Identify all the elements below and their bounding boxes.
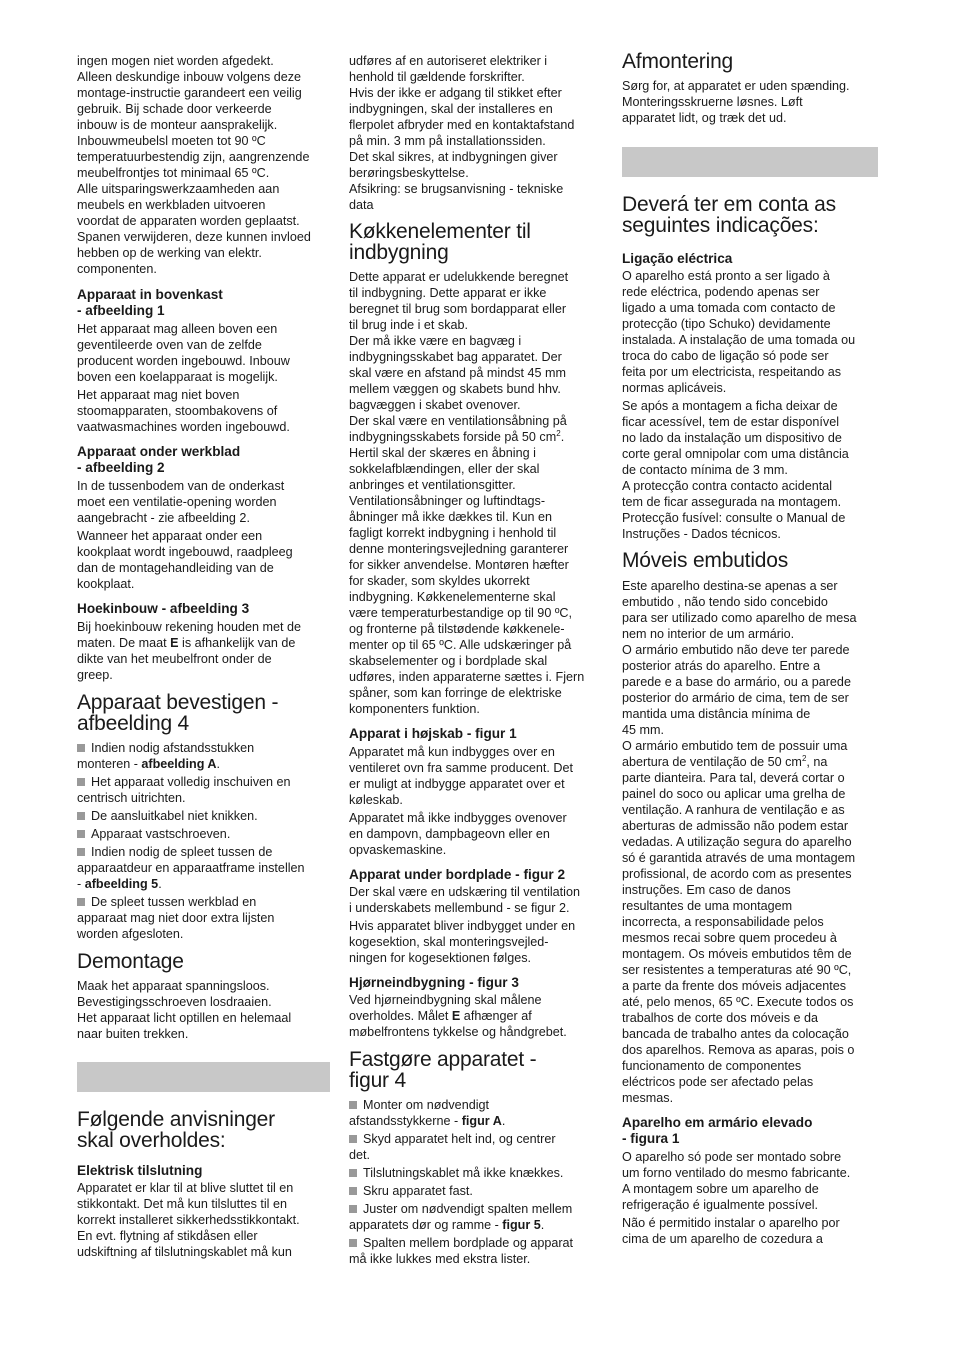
list-item: Indien nodig de spleet tussen de apparaatdeur en apparaatframe instellen - afbeelding 5. xyxy=(77,845,305,891)
bullet-square-icon xyxy=(77,848,85,856)
heading-folgende: Følgende anvisninger skal overholdes: xyxy=(77,1108,275,1152)
column-1 xyxy=(77,53,330,1260)
paragraph: Este aparelho destina-se apenas a ser embutido , não tendo sido concebido para ser utilizado como aparelho de mesa nem no interior de um armário. O armário embutido não deve ter parede posterior atrás do aparelho. Entre a parede e a base do armário, ou a parede posterior do armário de cima, tem de ser mantida uma distância mínima de 45 mm. O armário embutido tem de possuir uma abertura de ventilação de 50 $cm^2$, na parte dianteira. Para tal, deverá cortar o painel do soco ou aplicar uma grelha de ventilação. A ranhura de ventilação e as aberturas de admissão não podem estar vedadas. A utilização segura do aparelho só é garantida através de uma montagem profissional, de acordo com as presentes instruções. Em caso de danos resultantes de uma montagem incorrecta, a responsabilidade pelos mesmos recai sobre quem procedeu à montagem. Os móveis embutidos têm de ser resistentes a temperaturas até 90 ºC, a parte da frente dos móveis adjacentes até, pelo menos, 65 ºC. Execute todos os trabalhos de corte dos móveis e da bancada de trabalho antes da colocação dos aparelhos. Remova as aparas, pois o funcionamento de componentes eléctricos pode ser afectado pelas mesmas. xyxy=(622,579,857,1105)
list-item: Juster om nødvendigt spalten mellem apparatets dør og ramme - figur 5. xyxy=(349,1202,573,1232)
paragraph: Maak het apparaat spanningsloos. Bevestigingsschroeven losdraaien. Het apparaat licht optillen en helemaal naar buiten trekken. xyxy=(77,979,292,1041)
list-item: Skyd apparatet helt ind, og centrer det. xyxy=(349,1132,556,1162)
paragraph: Het apparaat mag alleen boven een geventileerde oven van de zelfde producent worden ingebouwd. Inbouw boven een koelapparaat is mogelijk. xyxy=(77,322,290,384)
paragraph: In de tussenbodem van de onderkast moet een ventilatie-opening worden aangebracht - zie afbeelding 2. xyxy=(77,479,285,525)
bullet-square-icon xyxy=(349,1169,357,1177)
paragraph: Apparatet må ikke indbygges ovenover en dampovn, dampbageovn eller en opvaskemaskine. xyxy=(349,811,567,857)
intro-paragraph: udføres af en autoriseret elektriker i henhold til gældende forskrifter. Hvis der ikke er adgang til stikket efter indbygningen, skal der installeres en flerpolet afbryder med en kontaktafstand på min. 3 mm på installationssiden. Det skal sikres, at indbygningen giver berøringsbeskyttelse. Afsikring: se brugsanvisning - tekniske data xyxy=(349,54,575,212)
paragraph: Bij hoekinbouw rekening houden met de maten. De maat E is afhankelijk van de dikte van het meubelfront onder de greep. xyxy=(77,620,302,682)
heading-bevestigen: Apparaat bevestigen - afbeelding 4 xyxy=(77,691,279,735)
bullet-list xyxy=(349,1097,605,1267)
list-item: De spleet tussen werkblad en apparaat mag niet door extra lijsten worden afgesloten. xyxy=(77,895,275,941)
paragraph: Het apparaat mag niet boven stoomapparaten, stoombakovens of vaatwasmachines worden ingebouwd. xyxy=(77,388,290,434)
list-item: Apparaat vastschroeven. xyxy=(77,826,330,842)
bullet-square-icon xyxy=(349,1187,357,1195)
bullet-square-icon xyxy=(77,744,85,752)
list-item: De aansluitkabel niet knikken. xyxy=(77,808,330,824)
section-divider-bar xyxy=(77,1062,330,1092)
subheading-hoekinbouw: Hoekinbouw - afbeelding 3 xyxy=(77,601,250,616)
subheading-bordplade: Apparat under bordplade - figur 2 xyxy=(349,867,565,882)
paragraph: Apparatet er klar til at blive sluttet til en stikkontakt. Det må kun tilsluttes til en korrekt installeret sikkerhedsstikkontakt. En evt. flytning af stikdåsen eller udskiftning af tilslutningskablet må kun xyxy=(77,1181,300,1259)
list-item: Tilslutningskablet må ikke knækkes. xyxy=(349,1165,605,1181)
paragraph: Sørg for, at apparatet er uden spænding. Monteringsskruerne løsnes. Løft apparatet lidt, og træk det ud. xyxy=(622,79,850,125)
bullet-square-icon xyxy=(77,778,85,786)
column-2 xyxy=(349,53,605,1267)
bullet-square-icon xyxy=(349,1101,357,1109)
list-item: Spalten mellem bordplade og apparat må ikke lukkes med ekstra lister. xyxy=(349,1236,574,1266)
heading-moveis: Móveis embutidos xyxy=(622,549,789,572)
subheading-bovenkast: Apparaat in bovenkast - afbeelding 1 xyxy=(77,287,223,318)
paragraph: O aparelho está pronto a ser ligado à rede eléctrica, podendo apenas ser ligado a uma tomada com contacto de protecção (tipo Schuko) devidamente instalada. A instalação de uma tomada ou troca do cabo de ligação só pode ser feita por um electricista, respeitando as normas aplicáveis. xyxy=(622,269,856,395)
bullet-square-icon xyxy=(77,898,85,906)
paragraph: Dette apparat er udelukkende beregnet til indbygning. Dette apparat er ikke beregnet til brug som bordapparat eller til brug inde i et skab. Der må ikke være en bagvæg i indbygningsskabet bag apparatet. Der skal være en afstand på mindst 45 mm mellem væggen og skabets bund hhv. bagvæggen i skabet ovenover. Der skal være en ventilationsåbning på indbygningsskabets forside på 50 $cm^2$. Hertil skal der skæres en åbning i sokkelafblændingen, eller der skal anbringes et ventilationsgitter. Ventilationsåbninger og luftindtags- åbninger må ikke dækkes til. Kun en fagligt korrekt indbygning i henhold til denne monteringsvejledning garanterer for sikker anvendelse. Montøren hæfter for skader, som skyldes ukorrekt indbygning. Køkkenelementerne skal være temperaturbestandige op til 90 ºC, og fronterne på tilstødende køkkenele- menter op til 65 ºC. Alle udskæringer på skabselementer og i bordplade skal udføres, inden apparaterne sættes i. Fjern spåner, som kan forringe de elektriske komponenters funktion. xyxy=(349,270,585,716)
paragraph: O aparelho só pode ser montado sobre um forno ventilado do mesmo fabricante. A montagem sobre um aparelho de refrigeração é igualmente possível. xyxy=(622,1150,851,1212)
subheading-werkblad: Apparaat onder werkblad - afbeelding 2 xyxy=(77,444,241,475)
list-item: Indien nodig afstandsstukken monteren - afbeelding A. xyxy=(77,741,255,771)
intro-paragraph: ingen mogen niet worden afgedekt. Alleen deskundige inbouw volgens deze montage-instructie garandeert een veilig gebruik. Bij schade door verkeerde inbouw is de monteur aansprakelijk. Inbouwmeubelsl moeten tot 90 ºC temperatuurbestendig zijn, aangrenzende meubelfrontjes tot minimaal 65 ºC. Alle uitsparingswerkzaamheden aan meubels en werkbladen uitvoeren voordat de apparaten worden geplaatst. Spanen verwijderen, deze kunnen invloed hebben op de werking van elektr. componenten. xyxy=(77,54,311,276)
heading-fastgore: Fastgøre apparatet - figur 4 xyxy=(349,1048,537,1092)
section-divider-bar xyxy=(622,147,878,177)
paragraph: Wanneer het apparaat onder een kookplaat wordt ingebouwd, raadpleeg dan de montagehandleiding van de kookplaat. xyxy=(77,529,293,591)
heading-devera: Deverá ter em conta as seguintes indicações: xyxy=(622,193,836,237)
subheading-ligacao: Ligação eléctrica xyxy=(622,251,733,266)
list-item: Het apparaat volledig inschuiven en centrisch uitrichten. xyxy=(77,775,291,805)
bullet-square-icon xyxy=(349,1135,357,1143)
bullet-square-icon xyxy=(349,1239,357,1247)
subheading-armario-elevado: Aparelho em armário elevado - figura 1 xyxy=(622,1115,813,1146)
heading-demontage: Demontage xyxy=(77,950,184,973)
bullet-list xyxy=(77,740,330,942)
column-3 xyxy=(622,51,878,1247)
paragraph: Ved hjørneindbygning skal målene overholdes. Målet E afhænger af møbelfrontens tykkelse og håndgrebet. xyxy=(349,993,567,1039)
list-item: Monter om nødvendigt afstandsstykkerne - figur A. xyxy=(349,1098,506,1128)
paragraph: Não é permitido instalar o aparelho por cima de um aparelho de cozedura a xyxy=(622,1216,840,1246)
subheading-hojskab: Apparat i højskab - figur 1 xyxy=(349,726,517,741)
bullet-square-icon xyxy=(77,830,85,838)
subheading-hjorne: Hjørneindbygning - figur 3 xyxy=(349,975,519,990)
bullet-square-icon xyxy=(349,1205,357,1213)
heading-afmontering: Afmontering xyxy=(622,50,734,73)
paragraph: Der skal være en udskæring til ventilation i underskabets mellembund - se figur 2. xyxy=(349,885,580,915)
paragraph: Hvis apparatet bliver indbygget under en kogesektion, skal monteringsvejled- ningen for kogesektionen følges. xyxy=(349,919,576,965)
paragraph: Apparatet må kun indbygges over en ventileret ovn fra samme producent. Det er muligt at indbygge apparatet over et køleskab. xyxy=(349,745,573,807)
list-item: Skru apparatet fast. xyxy=(349,1183,605,1199)
paragraph: Se após a montagem a ficha deixar de ficar acessível, tem de estar disponível no lado da instalação um dispositivo de corte geral omnipolar com uma distância de contacto mínima de 3 mm. A protecção contra contacto acidental tem de ficar assegurada na montagem. Protecção fusível: consulte o Manual de Instruções - Dados técnicos. xyxy=(622,399,849,541)
bullet-square-icon xyxy=(77,812,85,820)
subheading-elektrisk: Elektrisk tilslutning xyxy=(77,1163,203,1178)
heading-kokkenelementer: Køkkenelementer til indbygning xyxy=(349,220,531,264)
